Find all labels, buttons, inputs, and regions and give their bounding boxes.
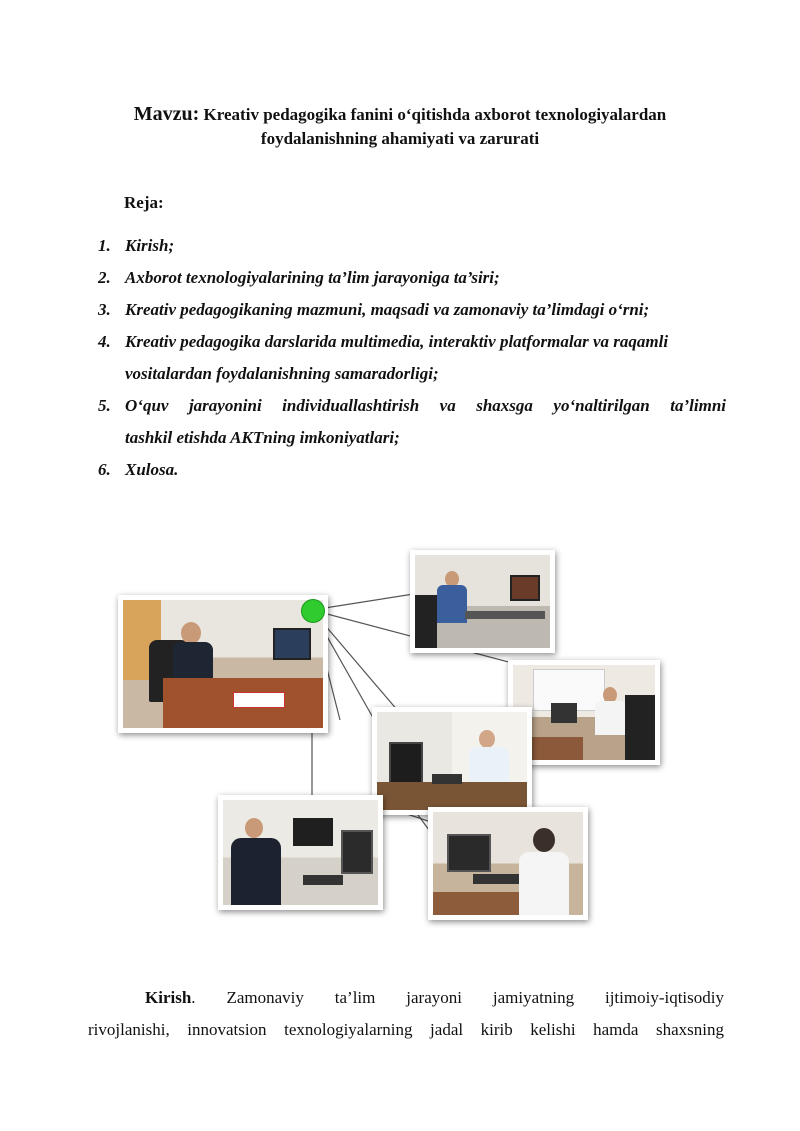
intro-line2: rivojlanishi, innovatsion texnologiyalarning jadal kirib kelishi hamda shaxsning bbox=[88, 1020, 724, 1039]
plan-item-text: Xulosa. bbox=[125, 460, 179, 479]
plan-item-text-line1: Kreativ pedagogika darslarida multimedia, interaktiv platformalar va raqamli bbox=[125, 332, 669, 351]
plan-item-text-line1: O‘quv jarayonini individuallashtirish va shaxsga yo‘naltirilgan ta’limni bbox=[125, 396, 726, 415]
intro-heading: Kirish bbox=[145, 988, 192, 1007]
classroom-photo-1 bbox=[410, 550, 555, 653]
plan-item-text: Axborot texnologiyalarining ta’lim jarayoniga ta’siri; bbox=[125, 268, 500, 287]
network-illustration bbox=[110, 545, 670, 925]
plan-item-number: 6. bbox=[98, 460, 111, 479]
plan-item-number: 2. bbox=[98, 268, 111, 287]
plan-item-number: 1. bbox=[98, 236, 111, 255]
plan-item bbox=[98, 262, 726, 294]
plan-item bbox=[98, 390, 726, 454]
plan-item-text-line2: tashkil etishda AKTning imkoniyatlari; bbox=[125, 428, 400, 447]
plan-list bbox=[98, 230, 726, 486]
plan-item-text: Kirish; bbox=[125, 236, 175, 255]
classroom-photo-5 bbox=[428, 807, 588, 920]
plan-heading: Reja: bbox=[124, 193, 164, 212]
plan-item-number: 4. bbox=[98, 332, 111, 351]
plan-item bbox=[98, 294, 726, 326]
network-hub-icon bbox=[301, 599, 325, 623]
classroom-photo-3 bbox=[372, 707, 532, 815]
plan-item-text-line2: vositalardan foydalanishning samaradorligi; bbox=[125, 364, 439, 383]
intro-paragraph bbox=[88, 982, 724, 1046]
intro-line1: . Zamonaviy ta’lim jarayoni jamiyatning ijtimoiy-iqtisodiy bbox=[191, 988, 724, 1007]
plan-item bbox=[98, 230, 726, 262]
document-title bbox=[90, 102, 710, 151]
plan-item-text: Kreativ pedagogikaning mazmuni, maqsadi va zamonaviy ta’limdagi o‘rni; bbox=[125, 300, 650, 319]
plan-item-number: 3. bbox=[98, 300, 111, 319]
plan-item bbox=[98, 326, 726, 390]
classroom-photo-teacher bbox=[118, 595, 328, 733]
plan-item bbox=[98, 454, 726, 486]
plan-item-number: 5. bbox=[98, 396, 111, 415]
title-text-line1: Kreativ pedagogika fanini o‘qitishda axborot texnologiyalardan bbox=[203, 105, 667, 124]
classroom-photo-4 bbox=[218, 795, 383, 910]
title-text-line2: foydalanishning ahamiyati va zarurati bbox=[260, 129, 540, 148]
title-label: Mavzu: bbox=[133, 103, 200, 125]
